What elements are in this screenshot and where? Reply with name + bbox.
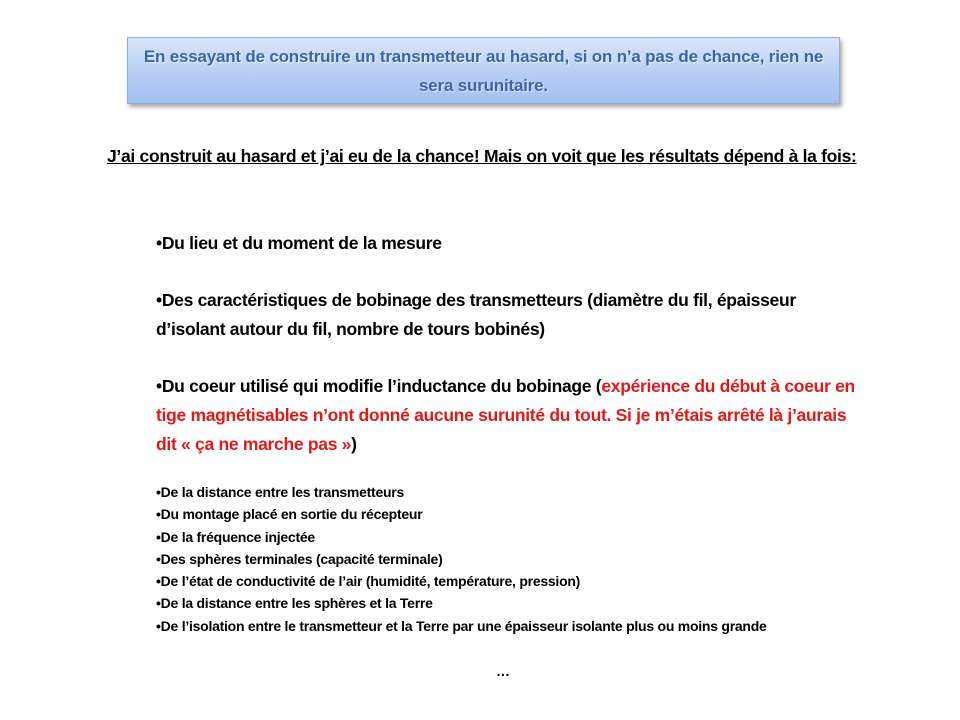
- list-item: •De la distance entre les sphères et la Terre: [156, 595, 433, 612]
- list-item: •De l’isolation entre le transmetteur et la Terre par une épaisseur isolante plus ou moins grande: [156, 617, 767, 634]
- main-point-core-experience-note: expérience du début à coeur en tige magnétisables n’ont donné aucune surunité du tout. Si je m’étais arrêté là j’aurais dit « ça ne marche pas »: [156, 376, 855, 454]
- list-item: •De la fréquence injectée: [156, 528, 315, 545]
- list-item: •De la distance entre les transmetteurs: [156, 484, 405, 500]
- ellipsis: …: [496, 663, 510, 679]
- list-item: •Du montage placé en sortie du récepteur: [156, 506, 423, 523]
- main-point-location-time: •Du lieu et du moment de la mesure: [156, 233, 442, 253]
- list-item: •De l’état de conductivité de l’air (humidité, température, pression): [156, 573, 581, 590]
- slide-title: En essayant de construire un transmetteur au hasard, si on n’a pas de chance, rien ne sera surunitaire.: [143, 46, 824, 95]
- title-box: [127, 37, 840, 104]
- secondary-points-list: [156, 481, 856, 637]
- main-point-winding: •Des caractéristiques de bobinage des transmetteurs (diamètre du fil, épaisseur d’isolant autour du fil, nombre de tours bobinés): [156, 290, 796, 339]
- intro-text: J’ai construit au hasard et j’ai eu de la chance! Mais on voit que les résultats dépend à la fois:: [107, 146, 857, 166]
- main-point-core-close: ): [351, 434, 357, 454]
- list-item: •Des sphères terminales (capacité terminale): [156, 550, 443, 567]
- main-point-core-text: •Du coeur utilisé qui modifie l’inductance du bobinage (: [156, 376, 602, 396]
- main-point-core: [156, 372, 856, 459]
